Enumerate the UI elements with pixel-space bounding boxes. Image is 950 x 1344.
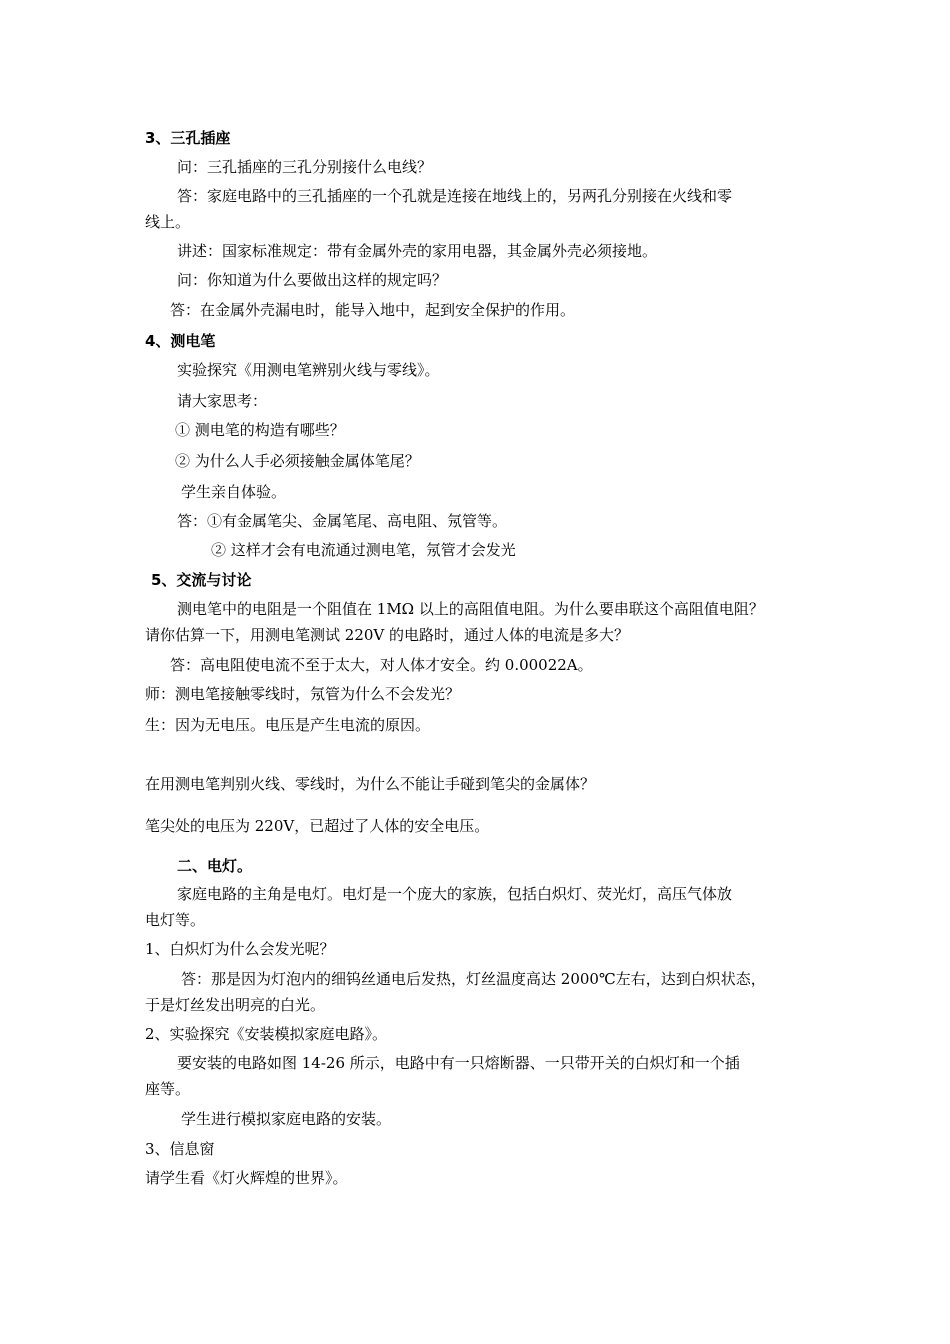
lamp-section-3-text: 请学生看《灯火辉煌的世界》。: [145, 1169, 348, 1187]
section-5-paragraph-line-1: 测电笔中的电阻是一个阻值在 1MΩ 以上的高阻值电阻。为什么要串联这个高阻值电阻？: [177, 600, 764, 618]
lamp-paragraph-line-1: 家庭电路的主角是电灯。电灯是一个庞大的家族，包括白炽灯、荧光灯，高压气体放: [177, 885, 733, 903]
section-5-student-answer: 生：因为无电压。电压是产生电流的原因。: [145, 716, 431, 734]
lamp-question-1: 1、白炽灯为什么会发光呢？: [145, 940, 335, 958]
section-3-heading: 3、三孔插座: [145, 129, 231, 147]
lamp-section-2: 2、实验探究《安装模拟家庭电路》。: [145, 1025, 388, 1043]
lamp-students-install: 学生进行模拟家庭电路的安装。: [181, 1110, 392, 1128]
extra-question: 在用测电笔判别火线、零线时，为什么不能让手碰到笔尖的金属体？: [145, 775, 596, 793]
lamp-answer-1-line-1: 答：那是因为灯泡内的细钨丝通电后发热，灯丝温度高达 2000℃左右，达到白炽状态，: [181, 970, 766, 988]
section-4-answer-2: ② 这样才会有电流通过测电笔，氖管才会发光: [211, 541, 516, 559]
section-3-explanation: 讲述：国家标准规定：带有金属外壳的家用电器，其金属外壳必须接地。: [177, 242, 658, 260]
lamp-section-heading: 二、电灯。: [177, 857, 253, 875]
section-4-answer-1: 答：①有金属笔尖、金属笔尾、高电阻、氖管等。: [177, 512, 508, 530]
lamp-paragraph-line-2: 电灯等。: [145, 911, 206, 929]
section-4-question-1: ① 测电笔的构造有哪些？: [175, 421, 345, 439]
section-4-think-prompt: 请大家思考：: [177, 392, 268, 410]
section-3-answer-1-line-1: 答：家庭电路中的三孔插座的一个孔就是连接在地线上的，另两孔分别接在火线和零: [177, 187, 733, 205]
section-3-question-1: 问：三孔插座的三孔分别接什么电线？: [177, 158, 433, 176]
lamp-section-3: 3、信息窗: [145, 1140, 215, 1158]
lamp-paragraph-2-line-2: 座等。: [145, 1080, 191, 1098]
section-3-question-2: 问：你知道为什么要做出这样的规定吗？: [177, 271, 448, 289]
extra-answer: 笔尖处的电压为 220V，已超过了人体的安全电压。: [145, 817, 490, 835]
section-5-teacher-question: 师：测电笔接触零线时，氖管为什么不会发光？: [145, 685, 461, 703]
lamp-answer-1-line-2: 于是灯丝发出明亮的白光。: [145, 996, 326, 1014]
section-4-experiment: 实验探究《用测电笔辨别火线与零线》。: [177, 361, 440, 379]
section-5-paragraph-line-2: 请你估算一下，用测电笔测试 220V 的电路时，通过人体的电流是多大？: [145, 626, 630, 644]
lamp-paragraph-2-line-1: 要安装的电路如图 14-26 所示，电路中有一只熔断器、一只带开关的白炽灯和一个插: [177, 1054, 740, 1072]
section-5-answer: 答：高电阻使电流不至于太大，对人体才安全。约 0.00022A。: [170, 656, 593, 674]
section-4-students-experience: 学生亲自体验。: [181, 483, 287, 501]
section-3-answer-1-line-2: 线上。: [145, 213, 191, 231]
section-4-question-2: ② 为什么人手必须接触金属体笔尾？: [175, 452, 420, 470]
section-3-answer-2: 答：在金属外壳漏电时，能导入地中，起到安全保护的作用。: [170, 301, 576, 319]
section-5-heading: 5、交流与讨论: [151, 571, 252, 589]
section-4-heading: 4、测电笔: [145, 332, 216, 350]
